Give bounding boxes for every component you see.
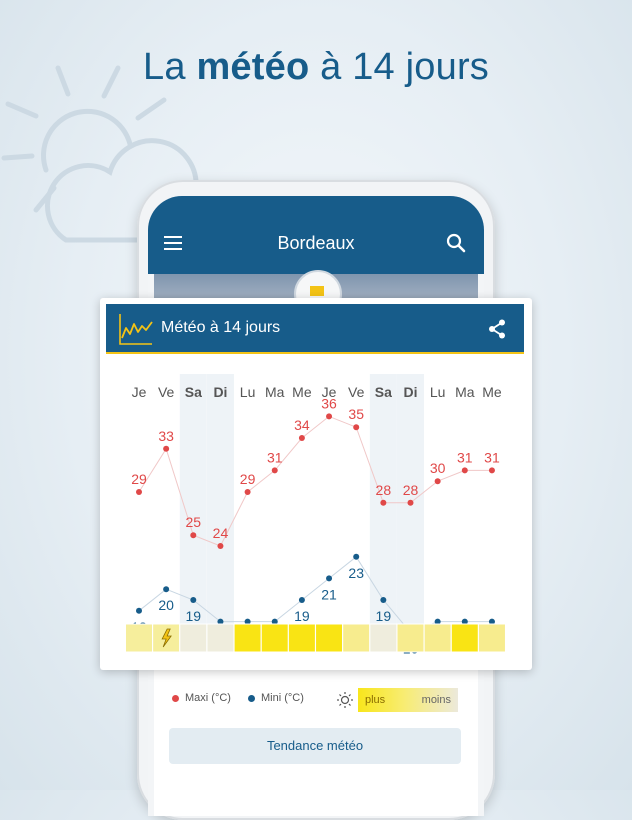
sunshine-cell bbox=[180, 624, 207, 652]
min-temp-point bbox=[163, 586, 169, 592]
city-title: Bordeaux bbox=[277, 233, 355, 253]
min-temp-label: 19 bbox=[294, 608, 310, 624]
card-header bbox=[106, 304, 524, 354]
headline bbox=[0, 46, 632, 89]
min-temp-label: 21 bbox=[321, 586, 337, 603]
day-label: Ma bbox=[265, 384, 285, 400]
min-temp-label: 20 bbox=[158, 597, 174, 614]
sunshine-cell bbox=[343, 624, 370, 652]
sunshine-cell bbox=[451, 624, 478, 652]
day-label: Ve bbox=[348, 384, 365, 400]
max-temp-point bbox=[190, 532, 196, 538]
scale-plus: plus bbox=[365, 694, 386, 706]
app-bar bbox=[148, 196, 484, 274]
legend-maxi bbox=[172, 692, 231, 704]
weekend-column bbox=[180, 374, 207, 624]
day-label: Me bbox=[292, 384, 312, 400]
trend-button[interactable]: Tendance météo bbox=[169, 728, 461, 764]
legend-mini-label: Mini (°C) bbox=[261, 692, 304, 704]
max-temp-label: 31 bbox=[484, 449, 500, 466]
day-label: Me bbox=[482, 384, 502, 400]
max-temp-point bbox=[272, 467, 278, 473]
min-temp-point bbox=[190, 597, 196, 603]
day-label: Ve bbox=[157, 384, 175, 400]
card-title: Météo à 14 jours bbox=[161, 319, 281, 336]
sunshine-cell bbox=[478, 624, 505, 652]
sun-icon bbox=[336, 688, 354, 712]
headline-suffix: à 14 jours bbox=[309, 46, 489, 88]
legend-mini bbox=[248, 692, 304, 704]
max-temp-point bbox=[408, 500, 414, 506]
sunshine-cell bbox=[234, 624, 261, 652]
day-label: Sa bbox=[374, 384, 392, 400]
min-temp-point bbox=[299, 597, 305, 603]
sunshine-cell bbox=[207, 624, 234, 652]
min-temp-label: 23 bbox=[348, 564, 364, 581]
headline-bold: météo bbox=[196, 46, 310, 88]
flag-icon bbox=[310, 286, 324, 296]
max-temp-point bbox=[299, 435, 305, 441]
max-temp-label: 24 bbox=[212, 525, 229, 541]
sunshine-scale bbox=[358, 688, 458, 712]
max-temp-label: 34 bbox=[294, 417, 310, 433]
min-temp-point bbox=[326, 575, 332, 581]
scale-moins: moins bbox=[421, 694, 451, 706]
weekend-column bbox=[370, 374, 397, 624]
max-temp-point bbox=[217, 543, 223, 549]
max-temp-label: 30 bbox=[429, 460, 446, 477]
max-temp-point bbox=[462, 467, 468, 473]
max-temp-label: 29 bbox=[239, 471, 256, 487]
max-temp-label: 31 bbox=[266, 449, 283, 466]
day-label: Ma bbox=[455, 384, 475, 400]
min-temp-label: 19 bbox=[185, 608, 202, 624]
max-temp-point bbox=[353, 424, 359, 430]
sunshine-cell bbox=[370, 624, 397, 652]
sunshine-cell bbox=[126, 624, 153, 652]
max-temp-point bbox=[435, 478, 441, 484]
max-temp-label: 25 bbox=[185, 514, 202, 531]
chart-logo-icon bbox=[118, 312, 154, 346]
day-label: Sa bbox=[184, 384, 202, 400]
forecast-footer bbox=[154, 666, 478, 816]
min-temp-point bbox=[136, 608, 142, 614]
min-temp-point bbox=[380, 597, 386, 603]
min-temp-label: 19 bbox=[375, 608, 392, 624]
day-label: Di bbox=[213, 384, 228, 400]
max-temp-point bbox=[326, 413, 332, 419]
max-temp-label: 31 bbox=[457, 449, 473, 466]
chart-legend bbox=[172, 688, 462, 710]
day-label: Lu bbox=[239, 384, 256, 400]
sunshine-cell bbox=[261, 624, 288, 652]
sunshine-cell bbox=[288, 624, 315, 652]
day-label: Lu bbox=[429, 384, 446, 400]
max-temp-point bbox=[380, 500, 386, 506]
max-temp-label: 35 bbox=[348, 406, 364, 423]
max-temp-point bbox=[489, 467, 495, 473]
max-temp-label: 29 bbox=[131, 471, 147, 487]
headline-prefix: La bbox=[143, 46, 197, 88]
day-label: Di bbox=[403, 384, 418, 400]
day-label: Je bbox=[321, 384, 337, 400]
sunshine-cell bbox=[397, 624, 424, 652]
max-temp-label: 33 bbox=[158, 427, 174, 444]
search-icon[interactable] bbox=[446, 233, 466, 253]
max-temp-label: 28 bbox=[402, 481, 419, 498]
legend-maxi-label: Maxi (°C) bbox=[185, 692, 231, 704]
day-label: Je bbox=[131, 384, 147, 400]
max-temp-label: 36 bbox=[321, 395, 337, 412]
max-temp-point bbox=[136, 489, 142, 495]
max-temp-label: 28 bbox=[375, 481, 392, 498]
sunshine-cell bbox=[316, 624, 343, 652]
min-temp-point bbox=[353, 554, 359, 560]
max-temp-point bbox=[163, 446, 169, 452]
sunshine-cell bbox=[424, 624, 451, 652]
share-icon[interactable] bbox=[488, 319, 506, 339]
max-temp-point bbox=[245, 489, 251, 495]
weekend-column bbox=[397, 374, 424, 624]
weekend-column bbox=[207, 374, 234, 624]
forecast-card bbox=[100, 298, 532, 670]
